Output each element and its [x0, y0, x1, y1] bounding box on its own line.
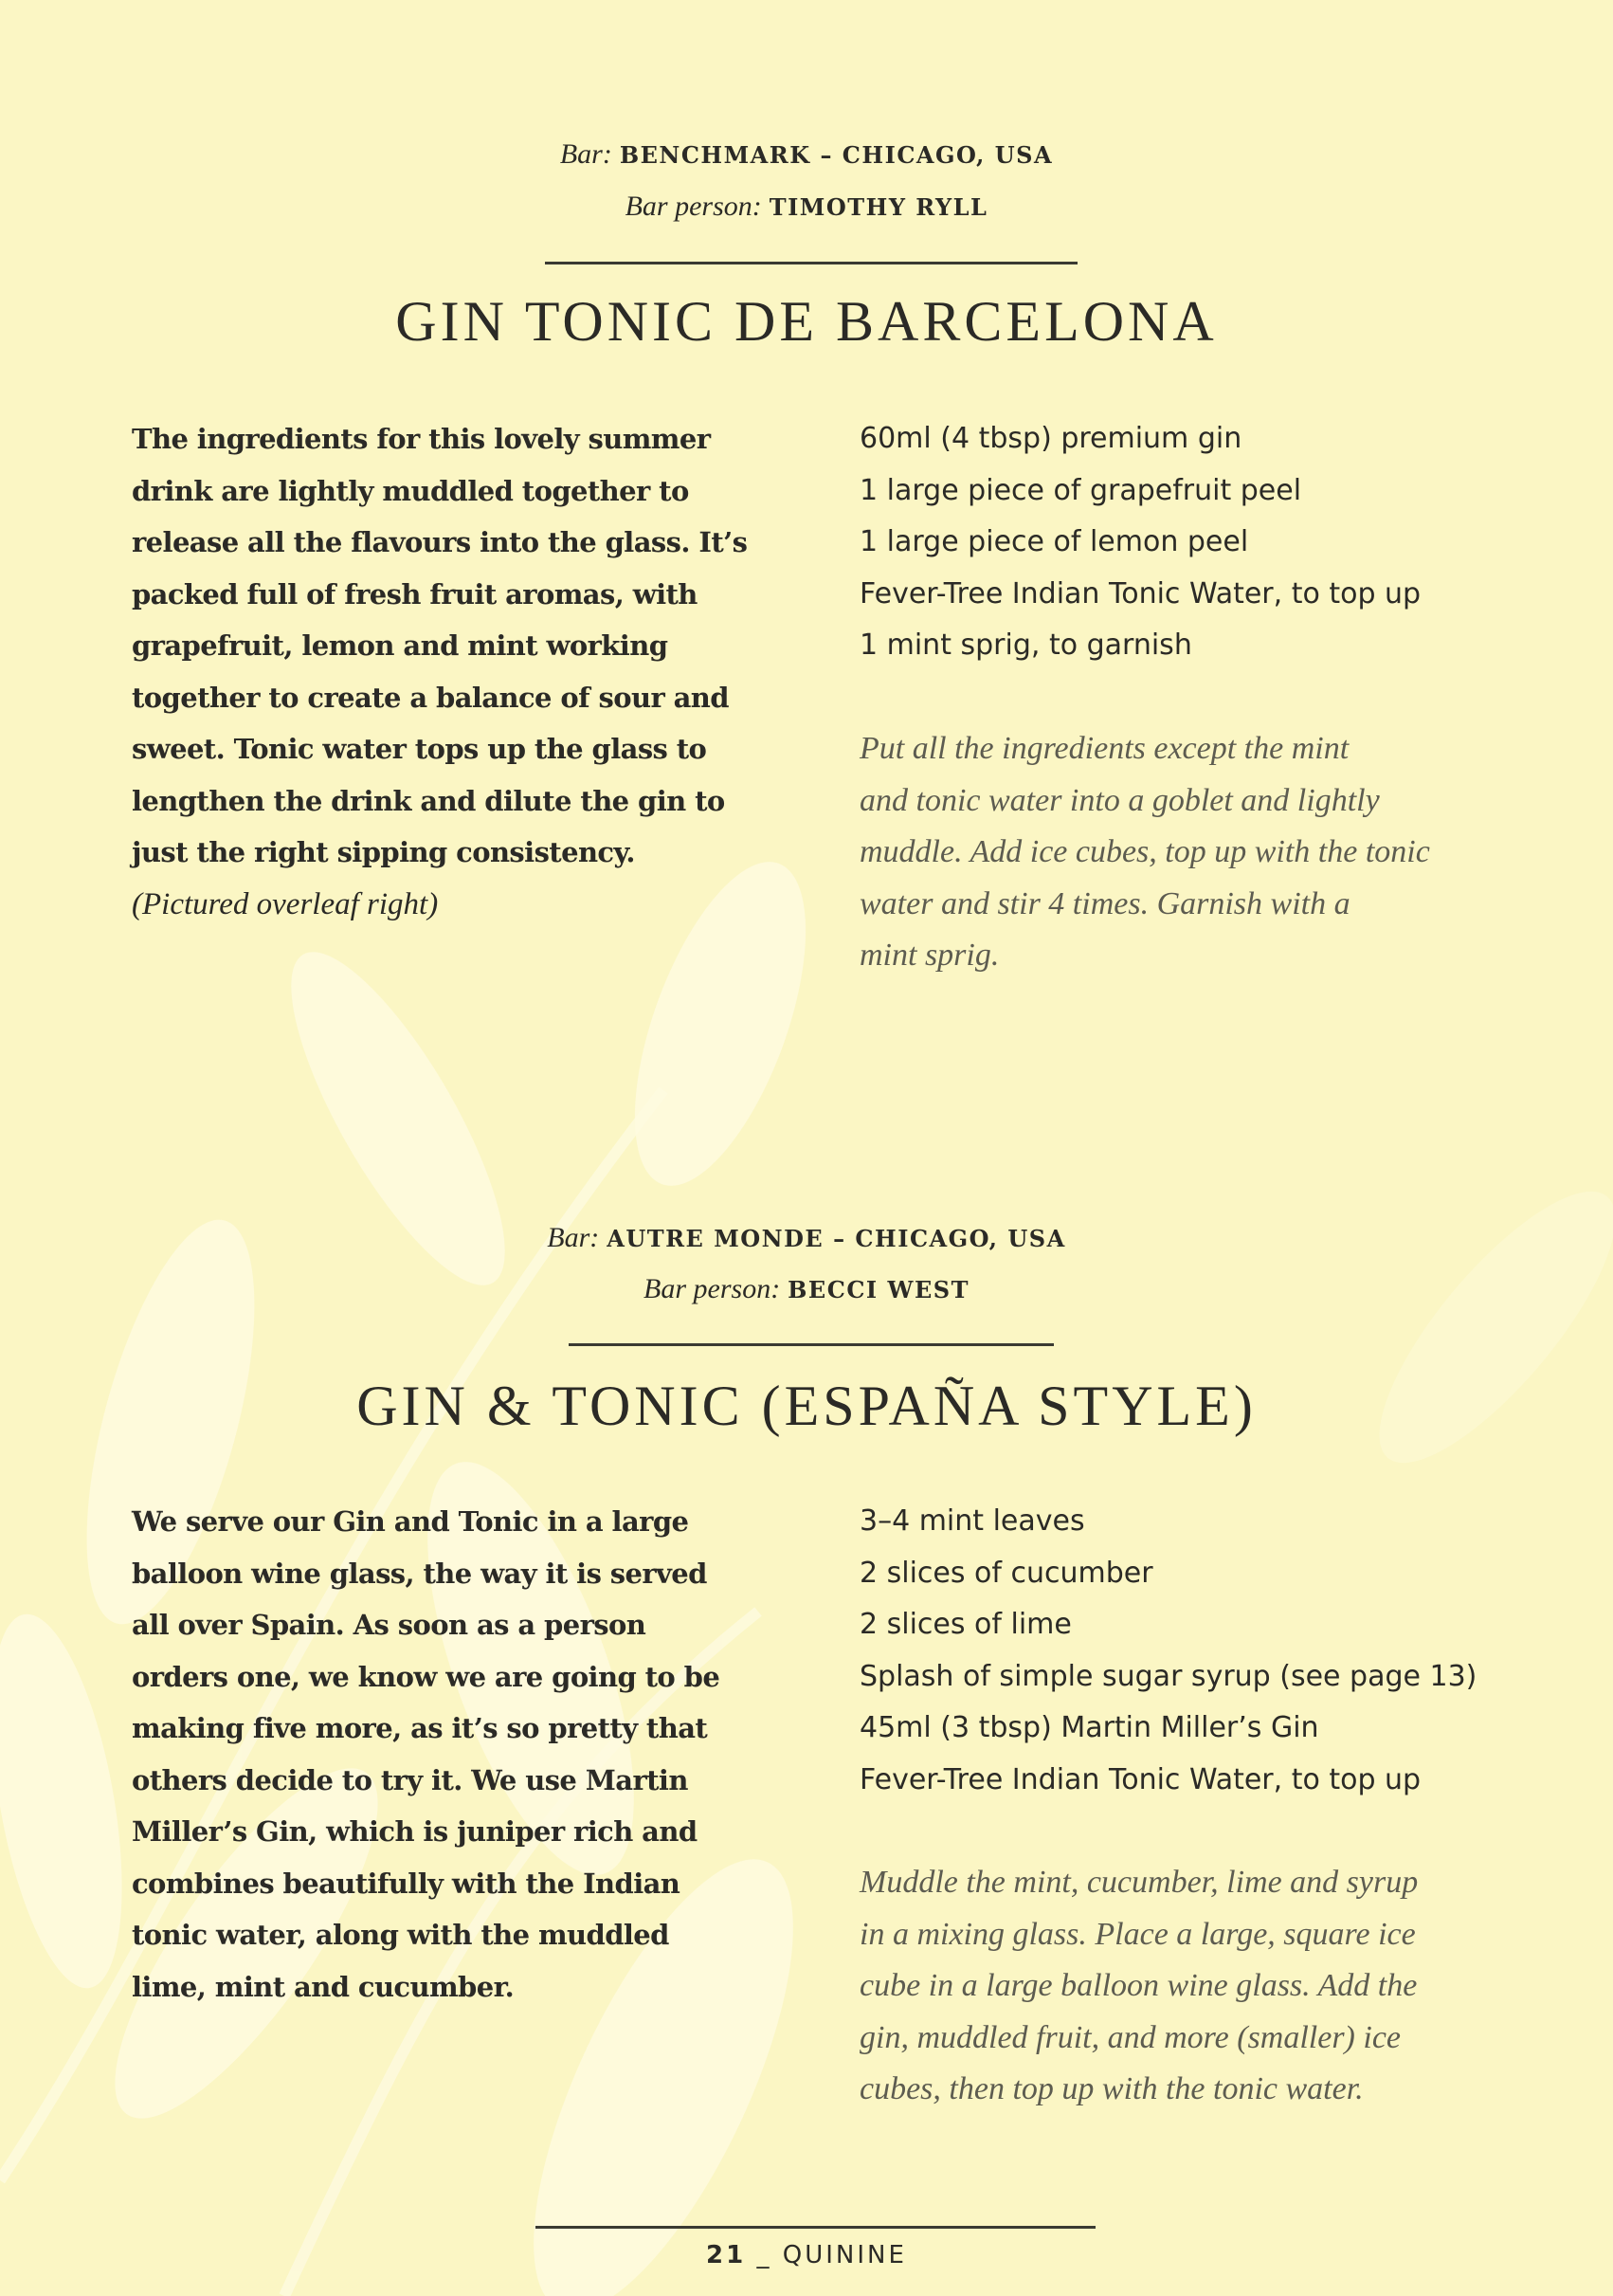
ingredient-item: 3–4 mint leaves [860, 1504, 1085, 1538]
description-line: others decide to try it. We use Martin [132, 1763, 688, 1796]
method-text [860, 723, 1430, 982]
footer-separator: _ [756, 2241, 772, 2269]
description-line: combines beautifully with the Indian [132, 1867, 680, 1900]
section-name: QUININE [782, 2241, 907, 2269]
bar-person-name: TIMOTHY RYLL [769, 193, 988, 221]
ingredient-item: 45ml (3 tbsp) Martin Miller’s Gin [860, 1711, 1319, 1744]
description-line: orders one, we know we are going to be [132, 1660, 720, 1693]
description-line: drink are lightly muddled together to [132, 474, 689, 507]
footer-rule [535, 2226, 1096, 2229]
description-line: tonic water, along with the muddled [132, 1919, 669, 1951]
description-line: just the right sipping consistency. [132, 836, 635, 868]
method-line: muddle. Add ice cubes, top up with the tonic [860, 834, 1430, 869]
method-line: mint sprig. [860, 938, 1000, 973]
bar-person-line [0, 1275, 1613, 1304]
description-line: lengthen the drink and dilute the gin to [132, 784, 725, 817]
ingredient-item: Fever-Tree Indian Tonic Water, to top up [860, 1762, 1422, 1796]
ingredient-item: 1 large piece of grapefruit peel [860, 473, 1302, 507]
description-line: We serve our Gin and Tonic in a large [132, 1505, 689, 1538]
method-text [860, 1857, 1418, 2116]
method-line: cube in a large balloon wine glass. Add the [860, 1968, 1418, 2003]
bar-person-label: Bar person: [625, 191, 762, 222]
divider-rule [569, 1343, 1054, 1346]
recipe-description [132, 1496, 719, 2013]
bar-name: AUTRE MONDE – CHICAGO, USA [607, 1225, 1066, 1252]
ingredient-item: 2 slices of cucumber [860, 1556, 1153, 1590]
bar-line [0, 1224, 1613, 1253]
divider-rule [545, 262, 1078, 264]
description-line: The ingredients for this lovely summer [132, 423, 711, 455]
bar-person-label: Bar person: [643, 1273, 781, 1304]
bar-name: BENCHMARK – CHICAGO, USA [619, 141, 1054, 169]
description-line: Miller’s Gin, which is juniper rich and [132, 1815, 698, 1848]
ingredients-list [860, 1496, 1477, 1806]
method-line: gin, muddled fruit, and more (smaller) ice [860, 2019, 1401, 2055]
page-number: 21 [706, 2241, 747, 2269]
ingredients-list [860, 413, 1421, 672]
method-line: and tonic water into a goblet and lightly [860, 782, 1380, 818]
ingredient-item: Fever-Tree Indian Tonic Water, to top up [860, 576, 1422, 610]
description-line: balloon wine glass, the way it is served [132, 1557, 707, 1590]
method-line: cubes, then top up with the tonic water. [860, 2071, 1364, 2106]
bar-line [0, 140, 1613, 170]
description-line: release all the flavours into the glass. It’s [132, 526, 748, 558]
method-line: Put all the ingredients except the mint [860, 731, 1350, 766]
description-line: grapefruit, lemon and mint working [132, 629, 668, 662]
recipe-title: GIN TONIC DE BARCELONA [395, 290, 1218, 353]
description-line: lime, mint and cucumber. [132, 1970, 515, 2003]
pictured-note: (Pictured overleaf right) [132, 886, 439, 921]
description-line: sweet. Tonic water tops up the glass to [132, 733, 707, 765]
method-line: in a mixing glass. Place a large, square ice [860, 1916, 1416, 1952]
description-line: all over Spain. As soon as a person [132, 1609, 646, 1641]
ingredient-item: 60ml (4 tbsp) premium gin [860, 422, 1242, 455]
page-footer [0, 2241, 1613, 2269]
ingredient-item: 1 mint sprig, to garnish [860, 629, 1192, 662]
bar-person-name: BECCI WEST [788, 1276, 970, 1303]
bar-label: Bar: [547, 1222, 600, 1253]
recipe-title: GIN & TONIC (ESPAÑA STYLE) [356, 1375, 1257, 1437]
ingredient-item: Splash of simple sugar syrup (see page 13) [860, 1659, 1477, 1693]
recipe-description [132, 413, 747, 930]
description-line: together to create a balance of sour and [132, 681, 729, 714]
bar-person-line [0, 192, 1613, 222]
method-line: Muddle the mint, cucumber, lime and syrup [860, 1865, 1419, 1900]
description-line: making five more, as it’s so pretty that [132, 1712, 708, 1744]
bar-label: Bar: [559, 138, 612, 170]
ingredient-item: 2 slices of lime [860, 1608, 1072, 1641]
description-line: packed full of fresh fruit aromas, with [132, 577, 698, 610]
method-line: water and stir 4 times. Garnish with a [860, 885, 1350, 921]
ingredient-item: 1 large piece of lemon peel [860, 525, 1249, 558]
